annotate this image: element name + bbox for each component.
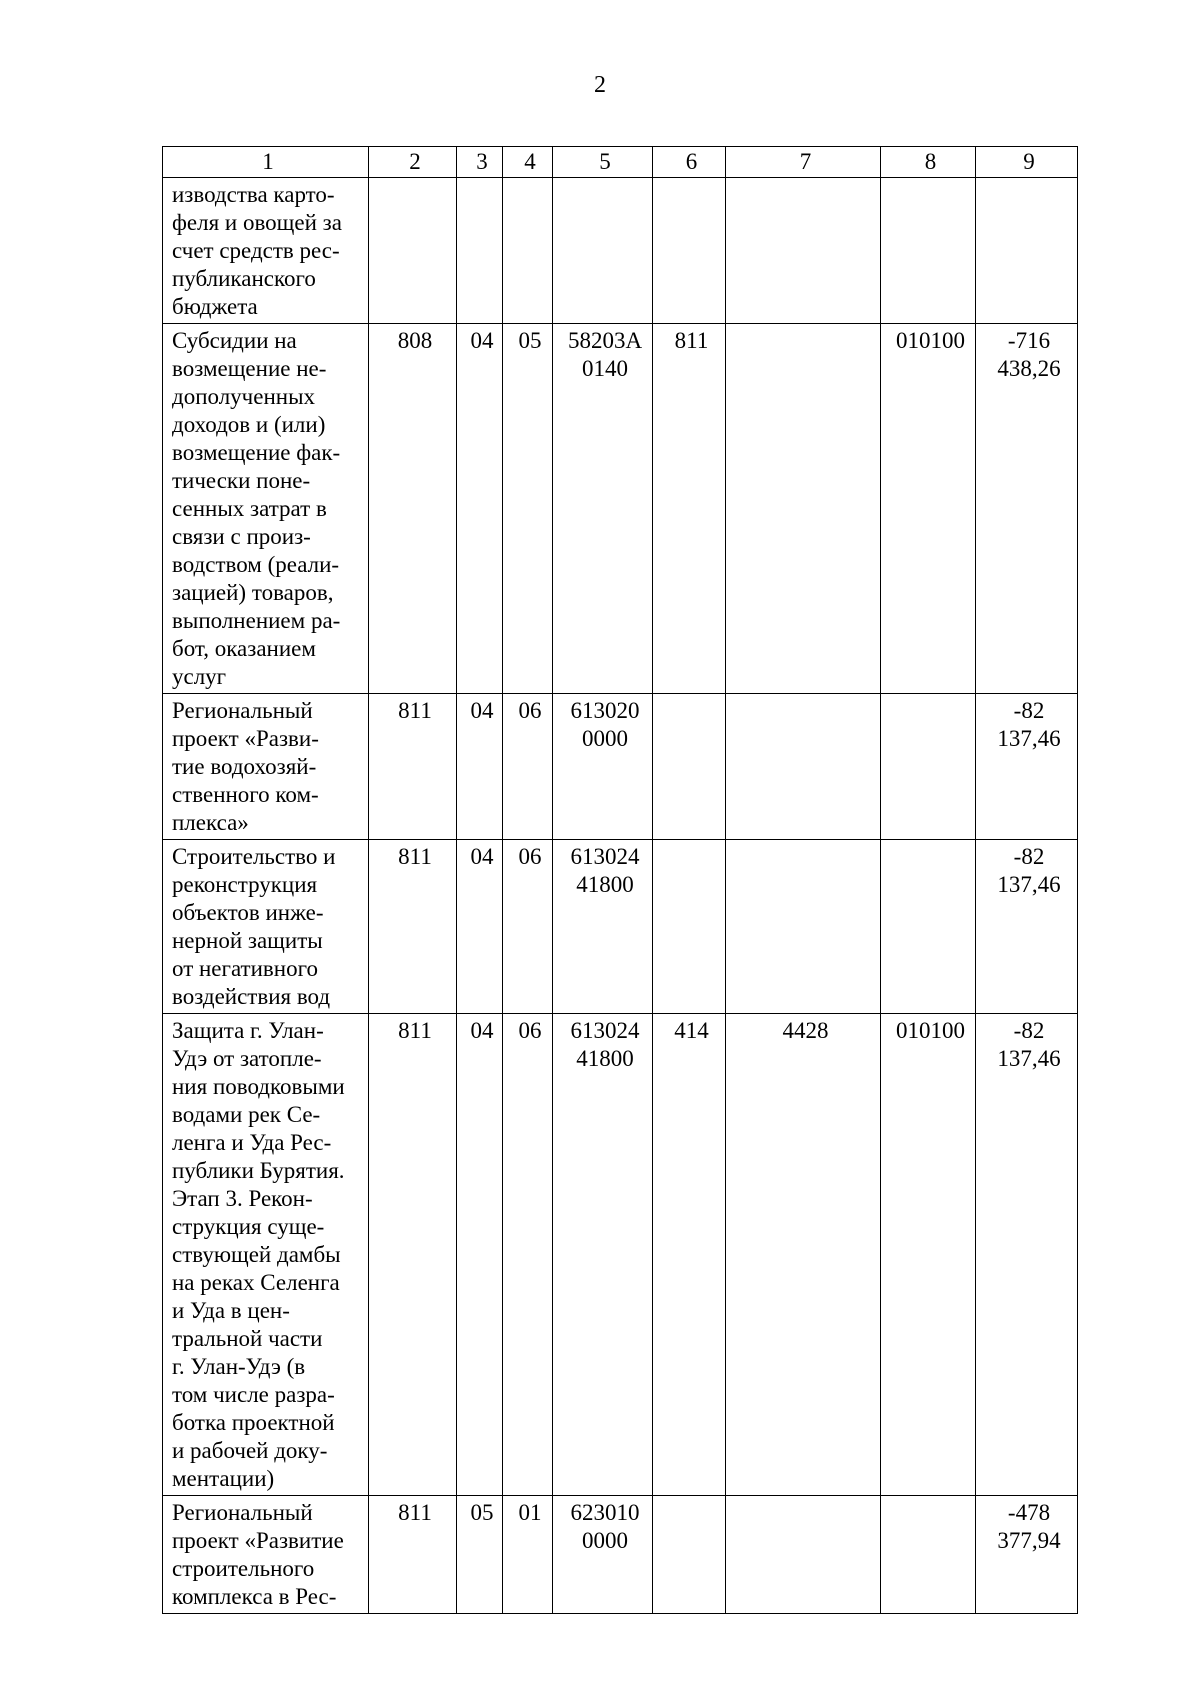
cell-line: г. Улан-Удэ (в (172, 1354, 306, 1379)
cell-line: тие водохозяй- (172, 754, 317, 779)
cell-line: 613024 (570, 844, 640, 869)
column-8-cell: 010100 (881, 1014, 976, 1496)
cell-line: ботка проектной (172, 1410, 335, 1435)
column-4-cell: 06 (503, 840, 553, 1014)
column-2-cell: 811 (369, 1496, 457, 1614)
column-3-cell: 04 (457, 1014, 503, 1496)
cell-line: струкция суще- (172, 1214, 325, 1239)
cell-line: и рабочей доку- (172, 1438, 328, 1463)
table-row (163, 1496, 1078, 1614)
cell-line: бот, оказанием (172, 636, 316, 661)
cell-line: 438,26 (997, 356, 1061, 381)
column-3-cell: 04 (457, 840, 503, 1014)
cell-line: 137,46 (997, 726, 1061, 751)
column-8-cell: 010100 (881, 324, 976, 694)
column-8-cell (881, 178, 976, 324)
column-7-cell (726, 1496, 881, 1614)
cell-line: -478 (1007, 1500, 1051, 1525)
cell-line: строительного (172, 1556, 315, 1581)
cell-line: 0000 (582, 726, 628, 751)
cell-line: публиканского (172, 266, 316, 291)
column-5-cell (553, 324, 653, 694)
cell-line: выполнением ра- (172, 608, 341, 633)
column-7-cell (726, 840, 881, 1014)
header-cell: 3 (457, 147, 503, 178)
cell-line: 137,46 (997, 1046, 1061, 1071)
cell-line: -82 (1013, 698, 1045, 723)
cell-line: возмещение не- (172, 356, 327, 381)
cell-line: тически поне- (172, 468, 311, 493)
header-cell: 2 (369, 147, 457, 178)
cell-line: связи с произ- (172, 524, 311, 549)
cell-line: плекса» (172, 810, 249, 835)
description-cell (163, 178, 369, 324)
cell-line: Этап 3. Рекон- (172, 1186, 313, 1211)
header-cell: 5 (553, 147, 653, 178)
cell-line: счет средств рес- (172, 238, 340, 263)
cell-line: бюджета (172, 294, 258, 319)
column-3-cell: 04 (457, 694, 503, 840)
description-cell (163, 694, 369, 840)
cell-line: нерной защиты (172, 928, 323, 953)
column-6-cell (653, 694, 726, 840)
cell-line: проект «Разви- (172, 726, 319, 751)
cell-line: Региональный (172, 1500, 313, 1525)
table-row (163, 1014, 1078, 1496)
cell-line: возмещение фак- (172, 440, 341, 465)
cell-line: воздействия вод (172, 984, 331, 1009)
column-4-cell: 06 (503, 694, 553, 840)
column-8-cell (881, 694, 976, 840)
cell-line: 613020 (570, 698, 640, 723)
cell-line: 58203А (567, 328, 643, 353)
column-6-cell (653, 1496, 726, 1614)
header-row (163, 147, 1078, 178)
cell-line: ственного ком- (172, 782, 319, 807)
column-9-cell (976, 324, 1078, 694)
cell-line: Защита г. Улан- (172, 1018, 324, 1043)
table-row (163, 324, 1078, 694)
cell-line: услуг (172, 664, 227, 689)
description-cell (163, 1014, 369, 1496)
description-cell (163, 1496, 369, 1614)
header-cell: 4 (503, 147, 553, 178)
cell-line: -716 (1007, 328, 1051, 353)
description-cell (163, 324, 369, 694)
table-row (163, 694, 1078, 840)
column-8-cell (881, 840, 976, 1014)
column-7-cell: 4428 (726, 1014, 881, 1496)
column-4-cell (503, 178, 553, 324)
column-8-cell (881, 1496, 976, 1614)
column-6-cell: 811 (653, 324, 726, 694)
cell-line: реконструкция (172, 872, 318, 897)
cell-line: Субсидии на (172, 328, 297, 353)
cell-line: 377,94 (997, 1528, 1061, 1553)
cell-line: Удэ от затопле- (172, 1046, 322, 1071)
header-cell: 1 (163, 147, 369, 178)
cell-line: -82 (1013, 844, 1045, 869)
column-9-cell (976, 840, 1078, 1014)
cell-line: 41800 (576, 872, 634, 897)
column-6-cell (653, 840, 726, 1014)
column-2-cell: 811 (369, 694, 457, 840)
column-5-cell (553, 178, 653, 324)
cell-line: ния поводковыми (172, 1074, 345, 1099)
column-2-cell: 811 (369, 1014, 457, 1496)
column-2-cell: 808 (369, 324, 457, 694)
cell-line: Строительство и (172, 844, 336, 869)
column-6-cell (653, 178, 726, 324)
column-5-cell (553, 1496, 653, 1614)
column-9-cell (976, 1014, 1078, 1496)
column-7-cell (726, 694, 881, 840)
cell-line: 623010 (570, 1500, 640, 1525)
column-3-cell: 05 (457, 1496, 503, 1614)
cell-line: проект «Развитие (172, 1528, 344, 1553)
cell-line: 613024 (570, 1018, 640, 1043)
column-7-cell (726, 324, 881, 694)
column-4-cell: 01 (503, 1496, 553, 1614)
table-row (163, 178, 1078, 324)
page-number: 2 (594, 72, 606, 98)
header-cell: 6 (653, 147, 726, 178)
header-cell: 8 (881, 147, 976, 178)
cell-line: 41800 (576, 1046, 634, 1071)
column-5-cell (553, 1014, 653, 1496)
cell-line: сенных затрат в (172, 496, 327, 521)
column-9-cell (976, 694, 1078, 840)
cell-line: изводства карто- (172, 182, 335, 207)
header-cell: 9 (976, 147, 1078, 178)
column-6-cell: 414 (653, 1014, 726, 1496)
cell-line: 0000 (582, 1528, 628, 1553)
header-cell: 7 (726, 147, 881, 178)
cell-line: Региональный (172, 698, 313, 723)
column-2-cell (369, 178, 457, 324)
cell-line: 137,46 (997, 872, 1061, 897)
cell-line: том числе разра- (172, 1382, 335, 1407)
column-5-cell (553, 694, 653, 840)
cell-line: от негативного (172, 956, 318, 981)
column-3-cell (457, 178, 503, 324)
column-4-cell: 05 (503, 324, 553, 694)
cell-line: комплекса в Рес- (172, 1584, 337, 1609)
cell-line: ствующей дамбы (172, 1242, 341, 1267)
cell-line: -82 (1013, 1018, 1045, 1043)
column-9-cell (976, 178, 1078, 324)
cell-line: на реках Селенга (172, 1270, 340, 1295)
column-2-cell: 811 (369, 840, 457, 1014)
cell-line: объектов инже- (172, 900, 324, 925)
cell-line: ментации) (172, 1466, 275, 1491)
cell-line: зацией) товаров, (172, 580, 334, 605)
cell-line: 0140 (582, 356, 628, 381)
cell-line: тральной части (172, 1326, 323, 1351)
column-5-cell (553, 840, 653, 1014)
column-4-cell: 06 (503, 1014, 553, 1496)
table-row (163, 840, 1078, 1014)
description-cell (163, 840, 369, 1014)
cell-line: феля и овощей за (172, 210, 342, 235)
column-9-cell (976, 1496, 1078, 1614)
cell-line: ленга и Уда Рес- (172, 1130, 332, 1155)
cell-line: дополученных (172, 384, 316, 409)
column-3-cell: 04 (457, 324, 503, 694)
cell-line: доходов и (или) (172, 412, 326, 437)
cell-line: водами рек Се- (172, 1102, 321, 1127)
cell-line: и Уда в цен- (172, 1298, 290, 1323)
column-7-cell (726, 178, 881, 324)
cell-line: публики Бурятия. (172, 1158, 345, 1183)
cell-line: водством (реали- (172, 552, 340, 577)
budget-table (162, 146, 1078, 1614)
